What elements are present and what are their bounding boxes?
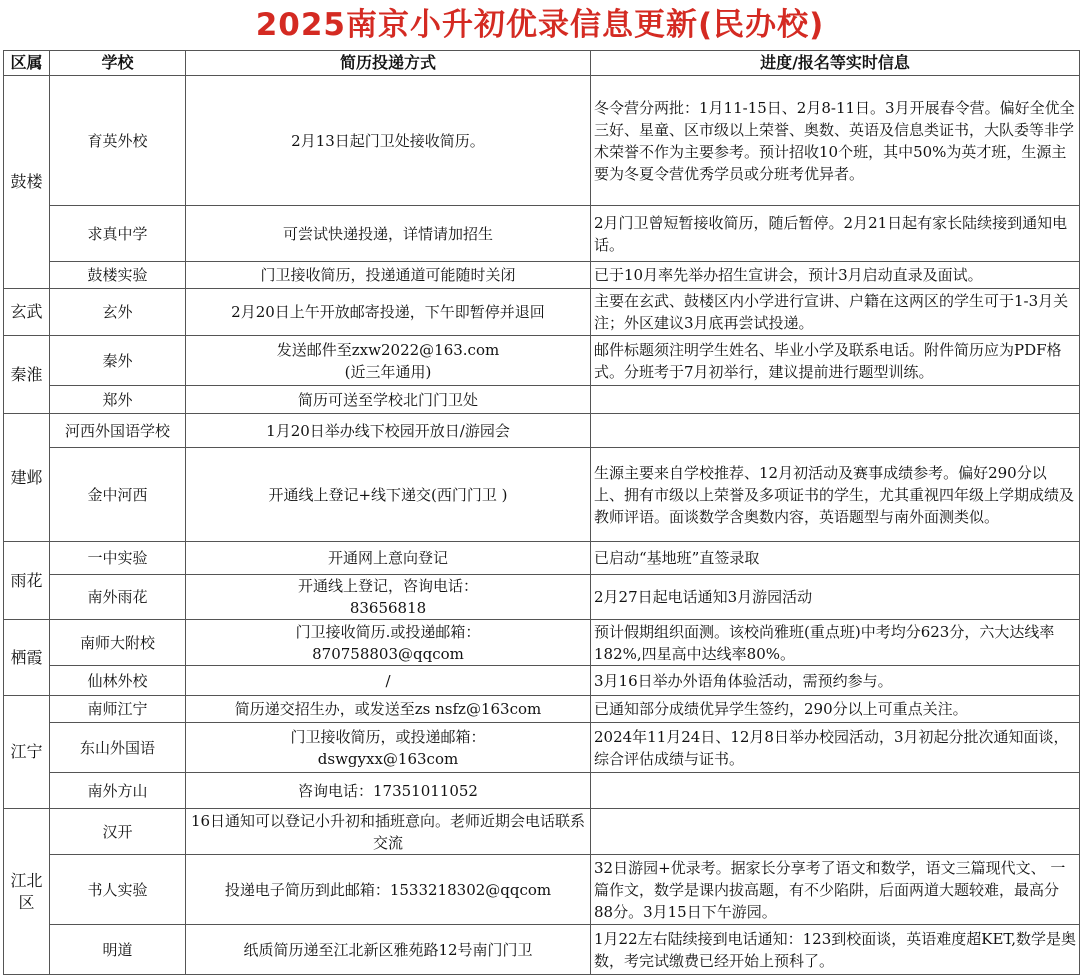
school-name: 仙林外校 <box>50 666 186 696</box>
progress-info: 2月门卫曾短暂接收简历，随后暂停。2月21日起有家长陆续接到通知电话。 <box>591 206 1080 262</box>
progress-info: 冬令营分两批：1月11-15日、2月8-11日。3月开展春令营。偏好全优全三好、星童、区市级以上荣誉、奥数、英语及信息类证书，大队委等非学术荣誉不作为主要参考。预计招收10个班，其中50%为英才班，生源主要为冬夏令营优秀学员或分班考优异者。 <box>591 76 1080 206</box>
progress-info: 主要在玄武、鼓楼区内小学进行宣讲、户籍在这两区的学生可于1-3月关注；外区建议3月底再尝试投递。 <box>591 289 1080 336</box>
district-cell: 江北区 <box>4 809 50 975</box>
school-name: 东山外国语 <box>50 723 186 773</box>
delivery-method: 咨询电话：17351011052 <box>186 773 591 809</box>
district-cell: 鼓楼 <box>4 76 50 289</box>
page-title: 2025南京小升初优录信息更新(民办校) <box>255 7 825 43</box>
table-row <box>4 414 1080 448</box>
progress-info: 已通知部分成绩优异学生签约，290分以上可重点关注。 <box>591 696 1080 723</box>
school-name: 汉开 <box>50 809 186 855</box>
school-name: 明道 <box>50 925 186 975</box>
school-name: 河西外国语学校 <box>50 414 186 448</box>
delivery-method: 门卫接收简历.或投递邮箱： 870758803@qqcom <box>186 620 591 666</box>
district-cell: 建邺 <box>4 414 50 542</box>
district-cell: 栖霞 <box>4 620 50 696</box>
table-row <box>4 666 1080 696</box>
progress-info: 3月16日举办外语角体验活动，需预约参与。 <box>591 666 1080 696</box>
school-name: 育英外校 <box>50 76 186 206</box>
table-row <box>4 289 1080 336</box>
table-row <box>4 448 1080 542</box>
table-row <box>4 386 1080 414</box>
header-info: 进度/报名等实时信息 <box>591 51 1080 76</box>
table-row <box>4 262 1080 289</box>
progress-info: 1月22左右陆续接到电话通知：123到校面谈，英语难度超KET,数学是奥数，考完试缴费已经开始上预科了。 <box>591 925 1080 975</box>
school-name: 书人实验 <box>50 855 186 925</box>
school-name: 南师大附校 <box>50 620 186 666</box>
progress-info: 32日游园+优录考。据家长分享考了语文和数学，语文三篇现代文、 一篇作文，数学是课内拔高题，有不少陷阱，后面两道大题较难，最高分88分。3月15日下午游园。 <box>591 855 1080 925</box>
progress-info: 生源主要来自学校推荐、12月初活动及赛事成绩参考。偏好290分以上、拥有市级以上荣誉及多项证书的学生，尤其重视四年级上学期成绩及教师评语。面谈数学含奥数内容，英语题型与南外面测类似。 <box>591 448 1080 542</box>
delivery-method: 纸质简历递至江北新区雅苑路12号南门门卫 <box>186 925 591 975</box>
table-row <box>4 206 1080 262</box>
table-row <box>4 696 1080 723</box>
progress-info: 已启动“基地班”直签录取 <box>591 542 1080 575</box>
delivery-method: 门卫接收简历，投递通道可能随时关闭 <box>186 262 591 289</box>
district-cell: 玄武 <box>4 289 50 336</box>
progress-info: 邮件标题须注明学生姓名、毕业小学及联系电话。附件简历应为PDF格式。分班考于7月初举行，建议提前进行题型训练。 <box>591 336 1080 386</box>
school-name: 郑外 <box>50 386 186 414</box>
delivery-method: 简历可送至学校北门门卫处 <box>186 386 591 414</box>
header-district: 区属 <box>4 51 50 76</box>
school-name: 求真中学 <box>50 206 186 262</box>
school-name: 南外雨花 <box>50 575 186 620</box>
progress-info <box>591 773 1080 809</box>
table-row <box>4 620 1080 666</box>
progress-info: 2024年11月24日、12月8日举办校园活动，3月初起分批次通知面谈，综合评估成绩与证书。 <box>591 723 1080 773</box>
header-row <box>4 51 1080 76</box>
progress-info <box>591 386 1080 414</box>
school-name: 南师江宁 <box>50 696 186 723</box>
progress-info: 已于10月率先举办招生宣讲会，预计3月启动直录及面试。 <box>591 262 1080 289</box>
table-row <box>4 76 1080 206</box>
school-name: 鼓楼实验 <box>50 262 186 289</box>
delivery-method: 门卫接收简历，或投递邮箱： dswgyxx@163com <box>186 723 591 773</box>
delivery-method: 开通网上意向登记 <box>186 542 591 575</box>
delivery-method: 可尝试快递投递，详情请加招生 <box>186 206 591 262</box>
delivery-method: 2月13日起门卫处接收简历。 <box>186 76 591 206</box>
school-name: 玄外 <box>50 289 186 336</box>
district-cell: 秦淮 <box>4 336 50 414</box>
district-cell: 雨花 <box>4 542 50 620</box>
district-cell: 江宁 <box>4 696 50 809</box>
progress-info: 2月27日起电话通知3月游园活动 <box>591 575 1080 620</box>
admissions-table <box>3 50 1080 975</box>
delivery-method: 开通线上登记+线下递交(西门门卫 ) <box>186 448 591 542</box>
table-row <box>4 542 1080 575</box>
progress-info <box>591 414 1080 448</box>
header-method: 简历投递方式 <box>186 51 591 76</box>
delivery-method: 2月20日上午开放邮寄投递，下午即暂停并退回 <box>186 289 591 336</box>
table-row <box>4 809 1080 855</box>
table-row <box>4 336 1080 386</box>
school-name: 一中实验 <box>50 542 186 575</box>
table-row <box>4 575 1080 620</box>
delivery-method: / <box>186 666 591 696</box>
delivery-method: 投递电子简历到此邮箱：1533218302@qqcom <box>186 855 591 925</box>
table-row <box>4 855 1080 925</box>
delivery-method: 1月20日举办线下校园开放日/游园会 <box>186 414 591 448</box>
school-name: 秦外 <box>50 336 186 386</box>
school-name: 南外方山 <box>50 773 186 809</box>
delivery-method: 16日通知可以登记小升初和插班意向。老师近期会电话联系交流 <box>186 809 591 855</box>
table-row <box>4 773 1080 809</box>
school-name: 金中河西 <box>50 448 186 542</box>
progress-info <box>591 809 1080 855</box>
header-school: 学校 <box>50 51 186 76</box>
delivery-method: 发送邮件至zxw2022@163.com (近三年通用) <box>186 336 591 386</box>
table-row <box>4 723 1080 773</box>
table-row <box>4 925 1080 975</box>
delivery-method: 简历递交招生办，或发送至zs nsfz@163com <box>186 696 591 723</box>
progress-info: 预计假期组织面测。该校尚雅班(重点班)中考均分623分，六大达线率182%,四星高中达线率80%。 <box>591 620 1080 666</box>
delivery-method: 开通线上登记，咨询电话： 83656818 <box>186 575 591 620</box>
